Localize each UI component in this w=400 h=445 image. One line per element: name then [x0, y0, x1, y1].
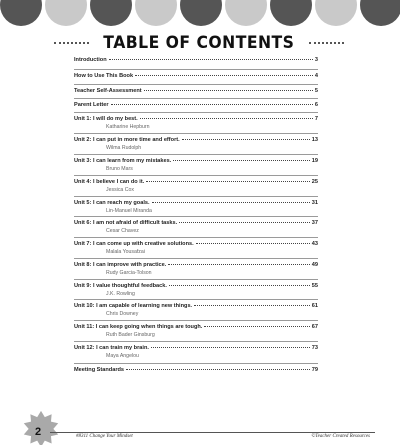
- toc-label: Parent Letter: [74, 102, 109, 108]
- toc-line: [74, 200, 318, 208]
- toc-page-number: 55: [311, 283, 318, 289]
- toc-leader-dots: [168, 264, 309, 265]
- title-dots-right: [309, 42, 344, 44]
- decorative-circle: [135, 0, 177, 26]
- decorative-circle: [0, 0, 42, 26]
- toc-leader-dots: [146, 181, 310, 182]
- toc-label: Unit 4: I believe I can do it.: [74, 179, 145, 185]
- toc-separator: [74, 258, 318, 259]
- toc-page-number: 19: [311, 158, 318, 164]
- toc-leader-dots: [173, 160, 309, 161]
- toc-author: Maya Angelou: [106, 353, 139, 359]
- toc-separator: [74, 98, 318, 99]
- toc-leader-dots: [196, 243, 310, 244]
- toc-line: [74, 283, 318, 291]
- toc-entry: [74, 57, 318, 65]
- toc-page-number: 25: [311, 179, 318, 185]
- toc-page-number: 43: [311, 241, 318, 247]
- toc-line: [74, 137, 318, 145]
- toc-line: [74, 220, 318, 228]
- toc-separator: [74, 84, 318, 85]
- toc-line: [74, 262, 318, 270]
- toc-page-number: 3: [314, 57, 318, 63]
- toc-page-number: 67: [311, 324, 318, 330]
- toc-separator: [74, 320, 318, 321]
- toc-author: Chris Downey: [106, 311, 139, 317]
- toc-author: Bruno Mars: [106, 166, 133, 172]
- toc-page-number: 7: [314, 116, 318, 122]
- toc-page-number: 31: [311, 200, 318, 206]
- toc-author: Wilma Rudolph: [106, 145, 142, 151]
- toc-author: Cesar Chavez: [106, 228, 139, 234]
- toc-separator: [74, 69, 318, 70]
- toc-entry: [74, 220, 318, 235]
- toc-entry: [74, 283, 318, 298]
- toc-leader-dots: [204, 326, 309, 327]
- toc-entry: [74, 324, 318, 339]
- toc-author: Katharine Hepburn: [106, 124, 150, 130]
- toc-author: Lin-Manuel Miranda: [106, 208, 152, 214]
- toc-page-number: 49: [311, 262, 318, 268]
- decorative-circle: [90, 0, 132, 26]
- toc-entry: [74, 179, 318, 194]
- toc-entry: [74, 345, 318, 360]
- toc-entry: [74, 73, 318, 81]
- toc-entry: [74, 102, 318, 110]
- toc-leader-dots: [194, 305, 310, 306]
- footer-rule: [50, 432, 375, 433]
- toc-leader-dots: [144, 90, 313, 91]
- toc-leader-dots: [135, 75, 313, 76]
- toc-label: Unit 6: I am not afraid of difficult tasks.: [74, 220, 178, 226]
- toc-page-number: 73: [311, 345, 318, 351]
- toc-leader-dots: [182, 139, 310, 140]
- toc-label: Unit 8: I can improve with practice.: [74, 262, 167, 268]
- toc-label: Unit 5: I can reach my goals.: [74, 200, 150, 206]
- decorative-circle-border: [0, 0, 400, 28]
- toc-author: Jessica Cox: [106, 187, 134, 193]
- decorative-circle: [360, 0, 400, 26]
- toc-line: [74, 241, 318, 249]
- toc-leader-dots: [140, 118, 313, 119]
- decorative-circle: [180, 0, 222, 26]
- toc-separator: [74, 196, 318, 197]
- toc-entry: [74, 137, 318, 152]
- toc-separator: [74, 279, 318, 280]
- toc-separator: [74, 341, 318, 342]
- toc-page-number: 5: [314, 88, 318, 94]
- toc-line: [74, 367, 318, 375]
- toc-leader-dots: [169, 285, 310, 286]
- toc-label: Unit 12: I can train my brain.: [74, 345, 149, 351]
- toc-label: Unit 11: I can keep going when things are tough.: [74, 324, 203, 330]
- toc-entry: [74, 303, 318, 318]
- decorative-circle: [45, 0, 87, 26]
- toc-entry: [74, 367, 318, 375]
- toc-separator: [74, 237, 318, 238]
- footer-copyright: ©Teacher Created Resources: [311, 434, 370, 439]
- toc-line: [74, 102, 318, 110]
- toc-entry: [74, 262, 318, 277]
- toc-line: [74, 116, 318, 124]
- toc-leader-dots: [109, 59, 313, 60]
- toc-line: [74, 158, 318, 166]
- toc-label: How to Use This Book: [74, 73, 134, 79]
- toc-page-number: 4: [314, 73, 318, 79]
- toc-leader-dots: [152, 202, 310, 203]
- toc-separator: [74, 299, 318, 300]
- toc-leader-dots: [151, 347, 310, 348]
- toc-author: Malala Yousafzai: [106, 249, 145, 255]
- toc-entry: [74, 116, 318, 131]
- toc-page-number: 79: [311, 367, 318, 373]
- toc-separator: [74, 216, 318, 217]
- toc-separator: [74, 112, 318, 113]
- toc-leader-dots: [111, 104, 313, 105]
- toc-label: Unit 1: I will do my best.: [74, 116, 138, 122]
- toc-label: Unit 10: I am capable of learning new things.: [74, 303, 193, 309]
- toc-leader-dots: [179, 222, 310, 223]
- page-number: 2: [35, 426, 42, 438]
- toc-separator: [74, 133, 318, 134]
- toc-author: Ruth Bader Ginsburg: [106, 332, 155, 338]
- toc-label: Unit 3: I can learn from my mistakes.: [74, 158, 172, 164]
- toc-leader-dots: [126, 369, 310, 370]
- toc-line: [74, 88, 318, 96]
- toc-line: [74, 57, 318, 65]
- title-row: [48, 32, 350, 54]
- toc-entry: [74, 200, 318, 215]
- toc-page-number: 37: [311, 220, 318, 226]
- toc-separator: [74, 363, 318, 364]
- toc-label: Unit 2: I can put in more time and effort.: [74, 137, 180, 143]
- toc-label: Meeting Standards: [74, 367, 125, 373]
- toc-line: [74, 345, 318, 353]
- toc-line: [74, 73, 318, 81]
- toc-label: Introduction: [74, 57, 107, 63]
- toc-line: [74, 303, 318, 311]
- toc-label: Unit 9: I value thoughtful feedback.: [74, 283, 167, 289]
- toc-author: Rudy Garcia-Tolson: [106, 270, 152, 276]
- decorative-circle: [315, 0, 357, 26]
- decorative-circle: [225, 0, 267, 26]
- toc-entry: [74, 88, 318, 96]
- toc-line: [74, 179, 318, 187]
- toc-entry: [74, 158, 318, 173]
- toc-label: Teacher Self-Assessment: [74, 88, 142, 94]
- title-dots-left: [54, 42, 89, 44]
- toc-page-number: 6: [314, 102, 318, 108]
- toc-page-number: 61: [311, 303, 318, 309]
- toc-separator: [74, 175, 318, 176]
- toc-page-number: 13: [311, 137, 318, 143]
- decorative-circle: [270, 0, 312, 26]
- toc-label: Unit 7: I can come up with creative solutions.: [74, 241, 194, 247]
- footer-book-title: #8311 Change Your Mindset: [76, 434, 133, 439]
- toc-line: [74, 324, 318, 332]
- page-title: TABLE OF CONTENTS: [103, 33, 295, 53]
- toc-author: J.K. Rowling: [106, 291, 135, 297]
- toc-separator: [74, 154, 318, 155]
- toc-entry: [74, 241, 318, 256]
